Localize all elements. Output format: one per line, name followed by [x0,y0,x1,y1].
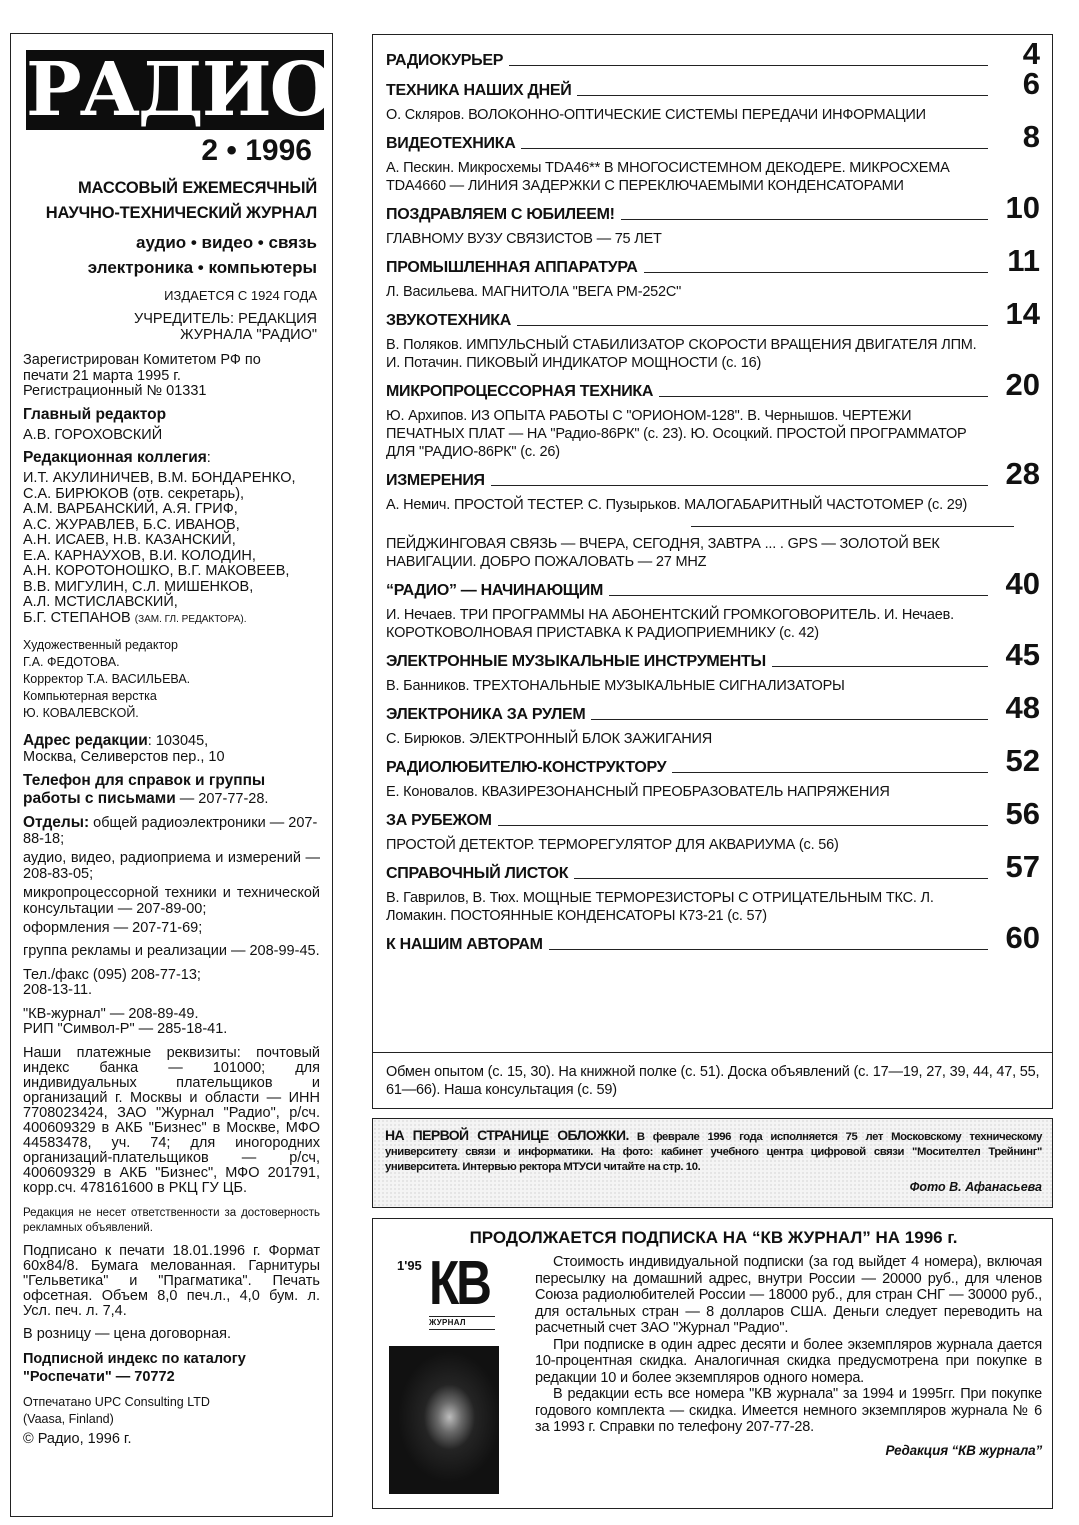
printed-by-line: Отпечатано UPC Consulting LTD [23,1395,210,1409]
toc-page-number: 8 [1022,119,1040,154]
department-item [23,814,320,848]
toc-list [386,566,1040,955]
toc-page-number: 45 [1005,637,1040,672]
board-line: Е.А. КАРНАУХОВ, В.И. КОЛОДИН, [23,547,256,564]
leader-line [644,272,988,273]
photo-credit: Фото В. Афанасьева [909,1180,1042,1194]
toc-section-title: ИЗМЕРЕНИЯ [386,472,485,489]
toc-section-description: С. Бирюков. ЭЛЕКТРОННЫЙ БЛОК ЗАЖИГАНИЯ [386,731,713,747]
board-line: А.Л. МСТИСЛАВСКИЙ, [23,594,178,610]
toc-section-description: Л. Васильева. МАГНИТОЛА "ВЕГА РМ-252С" [386,284,682,300]
printed-by-line: (Vaasa, Finland) [23,1412,114,1426]
leader-line [498,825,988,826]
toc-section-title: ПРОМЫШЛЕННАЯ АППАРАТУРА [386,259,638,276]
subscription-text [535,1254,1042,1459]
board-line [23,611,320,628]
kv-cover-year: 1'95 [397,1258,422,1273]
kv-phones [23,1007,320,1038]
toc-section-title: “РАДИО” — НАЧИНАЮЩИМ [386,582,604,599]
subtitle-line: НАУЧНО-ТЕХНИЧЕСКИЙ ЖУРНАЛ [45,204,317,222]
leader-line [621,219,988,220]
leader-line [574,878,988,879]
toc-section [386,36,1040,71]
toc-section [386,690,1040,725]
toc-section [386,566,1040,601]
board-line: А.М. ВАРБАНСКИЙ, А.Я. ГРИФ, [23,501,238,517]
toc-section-title: ТЕХНИКА НАШИХ ДНЕЙ [386,82,572,99]
magazine-logo: РАДИО [26,47,333,133]
toc-section-title: ПОЗДРАВЛЯЕМ С ЮБИЛЕЕМ! [386,206,615,223]
registration [23,353,320,400]
departments-label: Отделы: [23,813,90,831]
kv-phone-line: "КВ-журнал" — 208-89-49. [23,1005,199,1022]
departments [23,814,320,962]
toc-section [386,796,1040,831]
staff-line: Корректор Т.А. ВАСИЛЬЕВА. [23,672,191,686]
kv-cover-logo: КВ [429,1249,489,1318]
fax [23,968,320,999]
address-line: Москва, Селиверстов пер., 10 [23,749,225,765]
toc-section [386,66,1040,101]
toc-page-number: 28 [1005,456,1040,491]
staff [23,637,320,722]
print-info: Подписано к печати 18.01.1996 г. Формат 60x84/8. Бумага мелованная. Гарнитуры "Гельветика" и "Прагматика". Печать офсетная. Объем 8,0 печ.л., 4,0 бум. л. Усл. печ. л. 7,4. [23,1242,320,1319]
registration-line: печати 21 марта 1995 г. [23,367,181,384]
toc-section [386,637,1040,672]
subscription-index [23,1350,320,1386]
toc-section-title: СПРАВОЧНЫЙ ЛИСТОК [386,865,569,882]
cover-heading: НА ПЕРВОЙ СТРАНИЦЕ ОБЛОЖКИ. [385,1127,629,1143]
toc-section-title: К НАШИМ АВТОРАМ [386,936,543,953]
divider-line [691,514,1014,527]
topics-line: аудио • видео • связь [136,233,317,252]
cover-body: В феврале 1996 года исполняется 75 лет Московскому техническому университету связи и информатики. На фото: кабинет учебного центра цифровой связи "Мосителтел Трейнинг" университета. Интервью ректора МТУСИ читайте на стр. 10. [385,1131,1042,1173]
issue-number: 2 • 1996 [201,134,312,167]
founder-line: ЖУРНАЛА "РАДИО" [180,327,317,343]
other-sections: Обмен опытом (с. 15, 30). На книжной полке (с. 51). Доска объявлений (с. 17—19, 27, 39, 44, 47, 55, 61—66). Наша консультация (с. 59) [372,1052,1053,1109]
department-item: микропроцессорной техники и технической консультации — 207-89-00; [23,885,320,917]
board-label: Редакционная коллегия [23,449,207,466]
subscription-ad [372,1218,1053,1509]
board-members [23,471,320,627]
subscription-index-line: Подписной индекс по каталогу [23,1351,246,1367]
subscription-body [385,1249,1042,1459]
subscription-paragraph: В редакции есть все номера "КВ журнала" за 1994 и 1995гг. При покупке годового комплекта — скидка. Имеется немного экземпляров журнала № 6 за 1993 г. Справки по телефону 207-77-28. [535,1386,1042,1435]
printed-by [23,1394,320,1428]
leader-line [491,485,988,486]
subscription-signature: Редакция “КВ журнала” [885,1442,1042,1458]
toc-section [386,367,1040,402]
board-line: А.С. ЖУРАВЛЕВ, Б.С. ИВАНОВ, [23,516,240,533]
fax-line: 208-13-11. [23,982,93,998]
toc-section-description: А. Немич. ПРОСТОЙ ТЕСТЕР. С. Пузырьков. МАЛОГАБАРИТНЫЙ ЧАСТОТОМЕР (с. 29) [386,497,968,513]
chief-editor-label: Главный редактор [23,405,167,423]
toc-section-description: А. Пескин. Микросхемы TDA46** В МНОГОСИСТЕМНОМ ДЕКОДЕРЕ. МИКРОСХЕМА TDA4660 — ЛИНИЯ ЗАДЕРЖКИ С ПЕРЕКЛЮЧАЕМЫМИ КОНДЕНСАТОРАМИ [386,160,950,194]
address-value: : 103045, [147,733,209,749]
board-last-note: (ЗАМ. ГЛ. РЕДАКТОРА). [134,613,247,625]
registration-line: Регистрационный № 01331 [23,383,207,399]
disclaimer: Редакция не несет ответственности за достоверность рекламных объявлений. [23,1206,320,1234]
toc-section-title: ЭЛЕКТРОНИКА ЗА РУЛЕМ [386,706,586,723]
leader-line [672,772,988,773]
board-line: И.Т. АКУЛИНИЧЕВ, В.М. БОНДАРЕНКО, [23,470,296,486]
address [23,732,320,766]
kv-cover-photo [389,1346,499,1494]
leader-line [591,719,988,720]
toc-page-number: 20 [1005,367,1040,402]
magazine-topics [23,230,317,280]
board-line: С.А. БИРЮКОВ (отв. секретарь), [23,485,245,502]
leader-line [509,65,988,66]
toc-section-title: МИКРОПРОЦЕССОРНАЯ ТЕХНИКА [386,383,654,400]
leader-line [772,666,988,667]
phone-value: — 207-77-28. [175,790,269,807]
toc-section-description: О. Скляров. ВОЛОКОННО-ОПТИЧЕСКИЕ СИСТЕМЫ ПЕРЕДАЧИ ИНФОРМАЦИИ [386,107,926,123]
toc-section-title: РАДИОКУРЬЕР [386,52,504,69]
toc-section [386,920,1040,955]
department-item: аудио, видео, радиоприема и измерений — 208-83-05; [23,850,320,882]
toc-section-description: В. Банников. ТРЕХТОНАЛЬНЫЕ МУЗЫКАЛЬНЫЕ СИГНАЛИЗАТОРЫ [386,678,845,694]
toc-section-title: ВИДЕОТЕХНИКА [386,135,516,152]
toc-section-title: ЗВУКОТЕХНИКА [386,312,512,329]
subscription-paragraph: При подписке в один адрес десяти и более экземпляров журнала дается 10-процентная скидка. Аналогичная скидка предусмотрена при покупке в редакции 10 и более экземпляров одного номера. [535,1336,1042,1386]
staff-line: Компьютерная верстка [23,689,157,703]
toc-page-number: 4 [1022,36,1040,71]
toc-section-description: В. Поляков. ИМПУЛЬСНЫЙ СТАБИЛИЗАТОР СКОРОСТИ ВРАЩЕНИЯ ДВИГАТЕЛЯ ЛПМ. И. Потачин. ПИКОВЫЙ ИНДИКАТОР МОЩНОСТИ (с. 16) [386,337,977,371]
founder [23,311,317,343]
kv-cover-subtitle: ЖУРНАЛ [429,1316,495,1330]
leader-line [521,148,988,149]
leader-line [517,325,988,326]
phone-info [23,772,320,808]
toc-page-number: 14 [1005,296,1040,331]
fax-line: Тел./факс (095) 208-77-13; [23,966,201,983]
toc-section-title: РАДИОЛЮБИТЕЛЮ-КОНСТРУКТОРУ [386,759,667,776]
department-item: оформления — 207-71-69; [23,920,203,936]
board-colon: : [206,450,211,466]
toc-section [386,119,1040,154]
department-item: группа рекламы и реализации — 208-99-45. [23,942,320,959]
phone-label: Телефон для справок и группы работы с письмами [23,771,266,807]
toc-section [386,456,1040,491]
published-since: ИЗДАЕТСЯ С 1924 ГОДА [164,288,317,303]
imprint-column [10,33,333,1517]
toc-section-description: В. Гаврилов, В. Тюх. МОЩНЫЕ ТЕРМОРЕЗИСТОРЫ С ОТРИЦАТЕЛЬНЫМ ТКС. Л. Ломакин. ПОСТОЯННЫЕ КОНДЕНСАТОРЫ К73-21 (с. 57) [386,890,934,924]
address-label: Адрес редакции [23,732,148,749]
board-line: А.Н. ИСАЕВ, Н.В. КАЗАНСКИЙ, [23,532,236,548]
toc-untitled-description: ПЕЙДЖИНГОВАЯ СВЯЗЬ — ВЧЕРА, СЕГОДНЯ, ЗАВТРА ... . GPS — ЗОЛОТОЙ ВЕК НАВИГАЦИИ. ДОБРО ПОЖАЛОВАТЬ — 27 MHZ [386,536,940,570]
toc-page-number: 56 [1005,796,1040,831]
toc-page-number: 6 [1022,66,1040,101]
toc-page-number: 10 [1005,190,1040,225]
cover-note [372,1118,1053,1208]
retail-price: В розницу — цена договорная. [23,1325,232,1342]
board-heading [23,449,320,467]
toc-section-description: ПРОСТОЙ ДЕТЕКТОР. ТЕРМОРЕГУЛЯТОР ДЛЯ АКВАРИУМА (с. 56) [386,837,839,853]
leader-line [609,595,988,596]
staff-line: Художественный редактор [23,638,178,652]
bank-details: Наши платежные реквизиты: почтовый индекс банка — 101000; для индивидуальных плательщиков и организаций г. Москвы и области — ИНН 7708023424, ЗАО "Журнал "Радио", р/сч. 400609329 в АКБ "Бизнес" в Москве, МФО 44583478, уч. 74; для иногородних организаций-плательщиков — р/сч, 400609329 в АКБ "Бизнес", МФО 201791, корр.сч. 478161600 в РКЦ ГУ ЦБ. [23,1044,320,1196]
toc-page-number: 48 [1005,690,1040,725]
toc-section-title: ЗА РУБЕЖОМ [386,812,492,829]
copyright: © Радио, 1996 г. [23,1431,132,1447]
board-last-name: Б.Г. СТЕПАНОВ [23,609,131,626]
subscription-paragraph: Стоимость индивидуальной подписки (за год выйдет 4 номера), включая пересылку на домашний адрес, внутри России — 20000 руб., для членов Союза радиолюбителей России — 18000 руб., для стран СНГ — 30000 руб., для остальных стран — 8 долларов США. Деньги следует переводить на расчетный счет ЗАО "Журнал "Радио". [535,1254,1042,1336]
registration-line: Зарегистрирован Комитетом РФ по [23,352,261,368]
staff-line: Ю. КОВАЛЕВСКОЙ. [23,706,139,720]
kv-journal-cover [385,1249,535,1459]
toc-section-description: ГЛАВНОМУ ВУЗУ СВЯЗИСТОВ — 75 ЛЕТ [386,231,662,247]
toc-section-title: ЭЛЕКТРОННЫЕ МУЗЫКАЛЬНЫЕ ИНСТРУМЕНТЫ [386,653,766,670]
toc-section [386,243,1040,278]
staff-line: Г.А. ФЕДОТОВА. [23,655,120,669]
magazine-subtitle [23,176,317,226]
toc-section [386,849,1040,884]
toc-page-number: 57 [1005,849,1040,884]
toc-list [386,36,1040,514]
toc-page-number: 11 [1007,243,1040,278]
leader-line [659,396,988,397]
leader-line [549,949,988,950]
table-of-contents [372,34,1053,1053]
kv-phone-line: РИП "Символ-Р" — 285-18-41. [23,1021,228,1037]
topics-line: электроника • компьютеры [87,258,317,277]
toc-section-description: И. Нечаев. ТРИ ПРОГРАММЫ НА АБОНЕНТСКИЙ ГРОМКОГОВОРИТЕЛЬ. И. Нечаев. КОРОТКОВОЛНОВАЯ ПРИСТАВКА К РАДИОПРИЕМНИКУ (с. 42) [386,607,954,641]
board-line: В.В. МИГУЛИН, С.Л. МИШЕНКОВ, [23,578,254,595]
board-line: А.Н. КОРОТОНОШКО, В.Г. МАКОВЕЕВ, [23,563,290,579]
leader-line [577,95,988,96]
toc-page-number: 60 [1005,920,1040,955]
subscription-title: ПРОДОЛЖАЕТСЯ ПОДПИСКА НА “КВ ЖУРНАЛ” НА 1996 г. [469,1228,958,1247]
toc-page-number: 52 [1005,743,1040,778]
department-text: общей радиоэлектроники — 207-88-18; [23,814,318,847]
founder-line: УЧРЕДИТЕЛЬ: РЕДАКЦИЯ [134,311,317,327]
cover-text [385,1128,1042,1175]
toc-section [386,296,1040,331]
toc-section [386,190,1040,225]
address-line [23,732,320,750]
toc-section-description: Ю. Архипов. ИЗ ОПЫТА РАБОТЫ С "ОРИОНОМ-128". В. Чернышов. ЧЕРТЕЖИ ПЕЧАТНЫХ ПЛАТ — НА "Радио-86РК" (с. 23). Ю. Осоцкий. ПРОСТОЙ ПРОГРАММАТОР ДЛЯ "РАДИО-86РК" (с. 26) [386,408,967,460]
subtitle-line: МАССОВЫЙ ЕЖЕМЕСЯЧНЫЙ [78,179,317,197]
toc-page-number: 40 [1005,566,1040,601]
toc-section-description: Е. Коновалов. КВАЗИРЕЗОНАНСНЫЙ ПРЕОБРАЗОВАТЕЛЬ НАПРЯЖЕНИЯ [386,784,890,800]
chief-editor-name: А.В. ГОРОХОВСКИЙ [23,426,163,443]
subscription-index-line: "Роспечати" — 70772 [23,1369,175,1385]
toc-section [386,743,1040,778]
